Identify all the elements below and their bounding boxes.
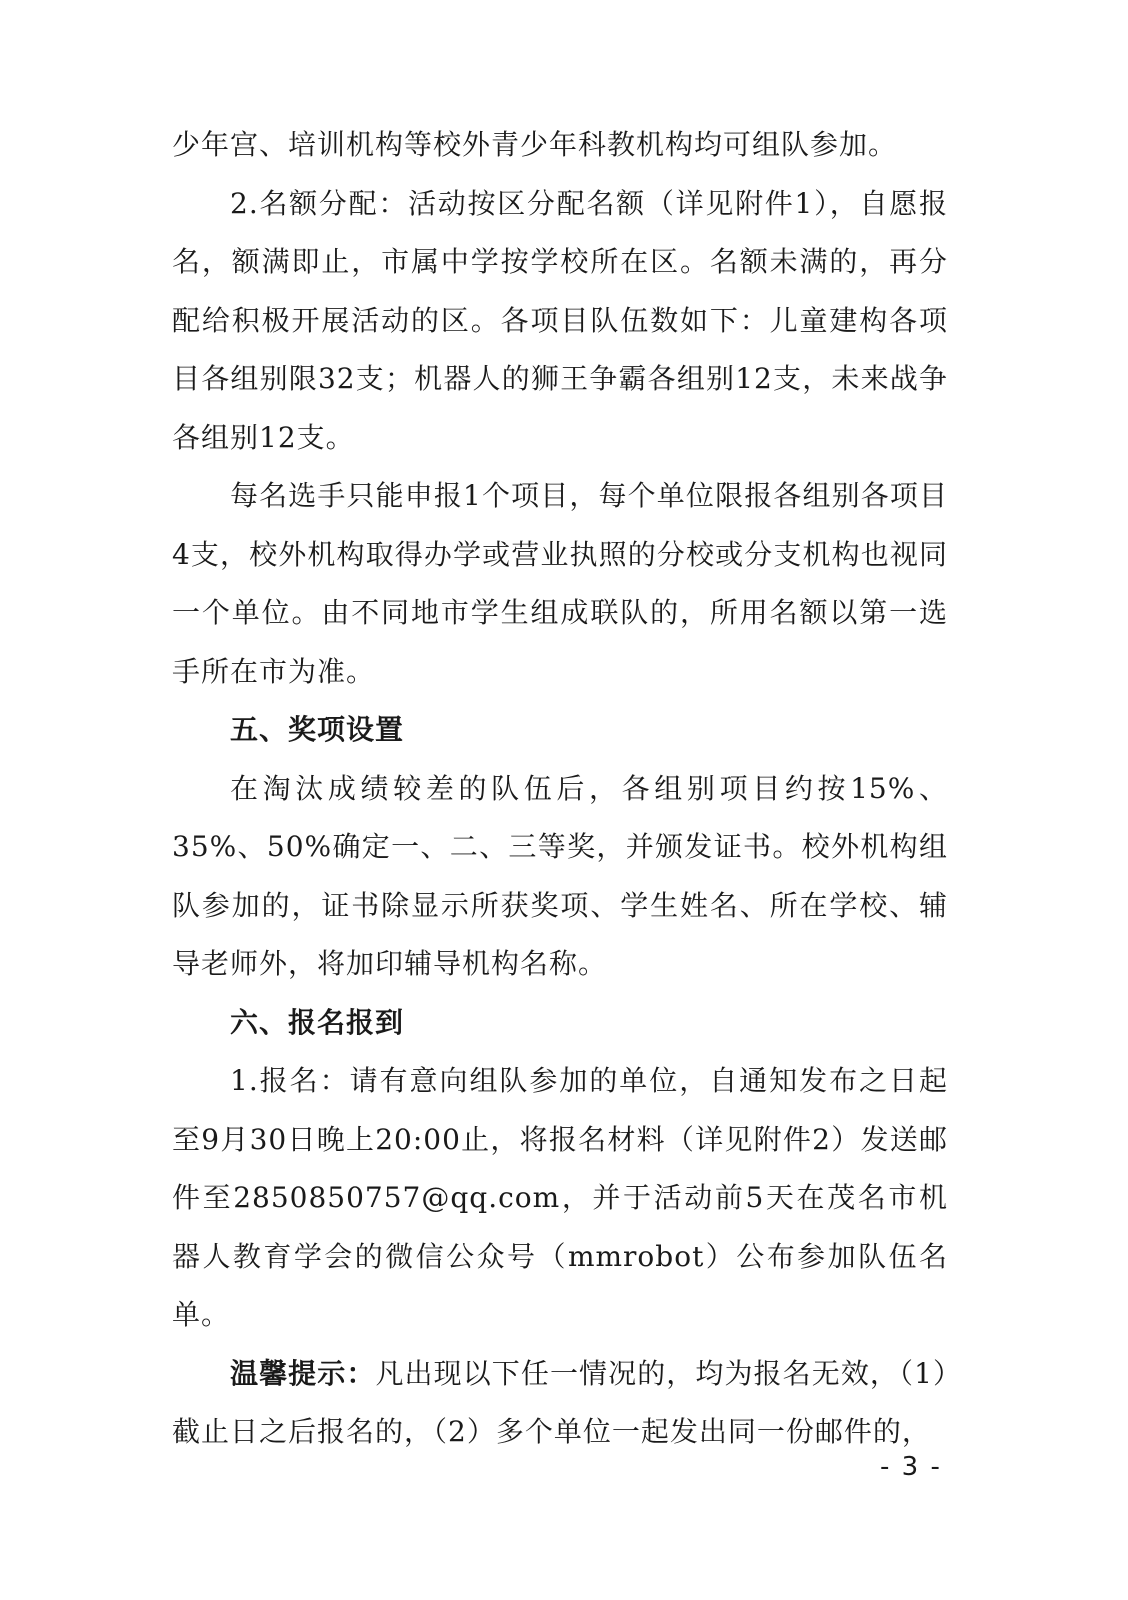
paragraph-continuation: 少年宫、培训机构等校外青少年科教机构均可组队参加。 (172, 128, 898, 161)
paragraph-reminder (172, 1345, 948, 1462)
paragraph-registration: 1.报名：请有意向组队参加的单位，自通知发布之日起至9月30日晚上20:00止，将报名材料（详见附件2）发送邮件至2850850757@qq.com，并于活动前5天在茂名市机器人教育学会的微信公众号（mmrobot）公布参加队伍名单。 (172, 1064, 948, 1331)
page-number: - 3 - (880, 1452, 942, 1482)
section-heading-awards: 五、奖项设置 (230, 713, 405, 746)
section-heading-registration: 六、报名报到 (230, 1005, 405, 1039)
paragraph-awards: 在淘汰成绩较差的队伍后，各组别项目约按15%、35%、50%确定一、二、三等奖，并颁发证书。校外机构组队参加的，证书除显示所获奖项、学生姓名、所在学校、辅导老师外，将加印辅导机构名称。 (172, 771, 948, 980)
reminder-text: 凡出现以下任一情况的，均为报名无效，（1）截止日之后报名的，（2）多个单位一起发出同一份邮件的， (172, 1356, 948, 1448)
paragraph-entry-limits: 每名选手只能申报1个项目，每个单位限报各组别各项目4支，校外机构取得办学或营业执照的分校或分支机构也视同一个单位。由不同地市学生组成联队的，所用名额以第一选手所在市为准。 (172, 479, 948, 688)
reminder-label: 温馨提示： (230, 1356, 376, 1390)
document-body (172, 116, 948, 1462)
paragraph-quota-allocation: 2.名额分配：活动按区分配名额（详见附件1），自愿报名，额满即止，市属中学按学校所在区。名额未满的，再分配给积极开展活动的区。各项目队伍数如下：儿童建构各项目各组别限32支；机器人的狮王争霸各组别12支，未来战争各组别12支。 (172, 186, 948, 454)
